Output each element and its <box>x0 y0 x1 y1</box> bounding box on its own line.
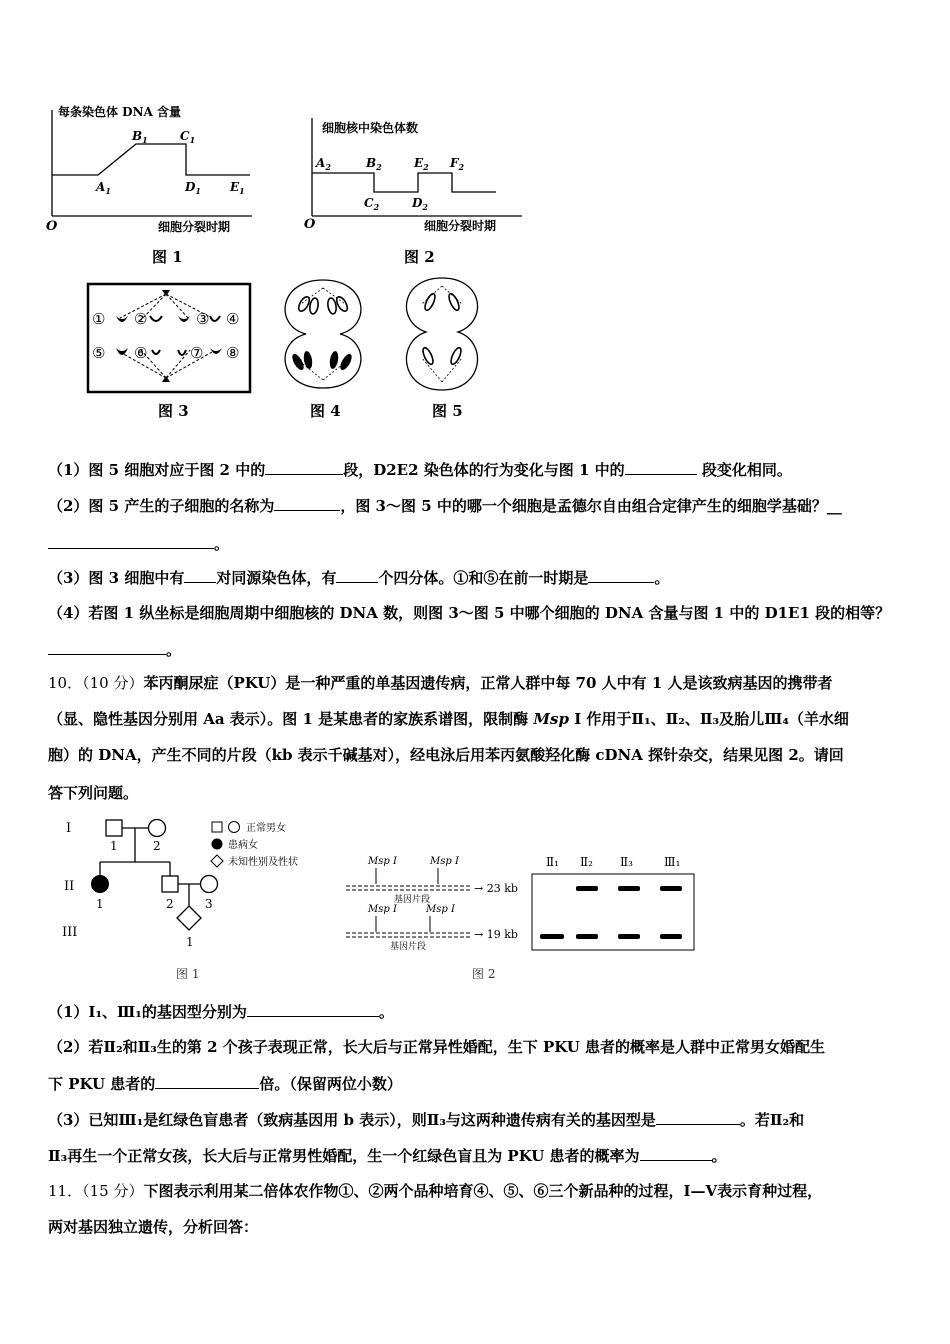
svg-text:Ⅲ₁: Ⅲ₁ <box>664 855 681 869</box>
gel-electrophoresis-chart <box>346 852 698 984</box>
svg-text:D1: $D_1$ <box>185 180 201 196</box>
svg-text:→ 19 kb: → 19 kb <box>474 928 518 941</box>
figure-4-caption: 图 4 <box>310 402 341 420</box>
svg-text:E1: $E_1$ <box>230 180 245 196</box>
figure-4-cell <box>268 276 378 392</box>
blank[interactable] <box>247 1000 379 1017</box>
svg-text:1: 1 <box>110 839 118 853</box>
svg-text:⑧: ⑧ <box>226 344 240 362</box>
svg-text:2: 2 <box>166 897 174 911</box>
blank[interactable] <box>625 458 697 475</box>
svg-text:A2: $A_2$ <box>316 156 331 172</box>
fig2-ylabel: 细胞核中染色体数 <box>322 121 419 135</box>
svg-text:III: III <box>62 925 78 940</box>
svg-text:图 2: 图 2 <box>472 967 496 981</box>
q9-part4: （4）若图 1 纵坐标是细胞周期中细胞核的 DNA 数，则图 3～图 5 中哪个细胞的 DNA 含量与图 1 中的 D1E1 段的相等？ <box>48 604 891 622</box>
svg-text:F2: $F_2$ <box>450 156 465 172</box>
fig1-xlabel: 细胞分裂时期 <box>158 220 231 234</box>
blank[interactable] <box>640 1144 712 1161</box>
blank[interactable] <box>588 566 654 583</box>
q10-line1: 10．（10 分）苯丙酮尿症（PKU）是一种严重的单基因遗传病，正常人群中每 70 人中有 1 人是该致病基因的携带者 <box>48 674 833 692</box>
q9-part2: （2）图 5 产生的子细胞的名称为 ，图 3～图 5 中的哪一个细胞是孟德尔自由组合定律产生的细胞学基础？__ <box>48 494 910 517</box>
figure-5-cell <box>392 274 492 394</box>
q10-score: （10 分） <box>82 674 144 692</box>
svg-text:B1: $B_1$ <box>132 129 148 145</box>
svg-text:C2: $C_2$ <box>364 196 380 212</box>
svg-text:D2: $D_2$ <box>412 196 428 212</box>
blank[interactable] <box>265 458 343 475</box>
q11-score: （15 分） <box>82 1182 144 1200</box>
svg-text:基因片段: 基因片段 <box>390 942 427 952</box>
svg-text:C1: $C_1$ <box>180 129 196 145</box>
svg-text:2: 2 <box>153 839 161 853</box>
svg-text:I: I <box>66 821 72 836</box>
svg-text:→ 23 kb: → 23 kb <box>474 882 518 895</box>
fig1-ylabel: 每条染色体 DNA 含量 <box>58 105 182 119</box>
svg-text:A1: $A_1$ <box>96 180 111 196</box>
fig2-xlabel: 细胞分裂时期 <box>424 219 497 233</box>
q10-line4: 答下列问题。 <box>48 784 139 802</box>
figure-5-caption: 图 5 <box>432 402 463 420</box>
q11-number: 11． <box>48 1182 83 1200</box>
q11-line1: 11．（15 分）下图表示利用某二倍体农作物①、②两个品种培育④、⑤、⑥三个新品种的过程，Ⅰ—Ⅴ表示育种过程， <box>48 1182 823 1200</box>
q10-part2: （2）若Ⅱ₂和Ⅱ₃生的第 2 个孩子表现正常，长大后与正常异性婚配，生下 PKU 患者的概率是人群中正常男女婚配生 <box>48 1038 826 1056</box>
q9-part1: （1）图 5 细胞对应于图 2 中的 段，D2E2 染色体的行为变化与图 1 中的 段变化相同。 <box>48 458 910 481</box>
svg-text:①: ① <box>92 310 106 328</box>
svg-text:②: ② <box>134 310 148 328</box>
svg-text:患病女: 患病女 <box>228 840 258 851</box>
q10-line3: 胞）的 DNA，产生不同的片段（kb 表示千碱基对），经电泳后用苯丙氨酸羟化酶 cDNA 探针杂交，结果见图 2。请回 <box>48 746 844 764</box>
q10-part3-cont: Ⅱ₃再生一个正常女孩，长大后与正常男性婚配，生一个红绿色盲且为 PKU 患者的概率为 。 <box>48 1144 910 1167</box>
svg-text:③: ③ <box>196 310 210 328</box>
q9-part4-cont: 。 <box>48 638 910 661</box>
fig2-origin: O <box>304 217 316 232</box>
blank[interactable] <box>184 566 216 583</box>
svg-text:基因片段: 基因片段 <box>394 895 431 905</box>
figure-2-graph <box>300 112 540 242</box>
svg-text:Msp I: Msp I <box>426 904 455 915</box>
svg-text:II: II <box>64 879 75 894</box>
q11-line2: 两对基因独立遗传，分析回答： <box>48 1218 259 1236</box>
svg-text:⑤: ⑤ <box>92 344 106 362</box>
svg-text:④: ④ <box>226 310 240 328</box>
fig1-origin: O <box>46 219 58 234</box>
svg-text:E2: $E_2$ <box>414 156 429 172</box>
figure-3-caption: 图 3 <box>158 402 189 420</box>
svg-text:图 1: 图 1 <box>176 967 200 981</box>
svg-text:未知性别及性状: 未知性别及性状 <box>228 857 298 868</box>
q10-line2: （显、隐性基因分别用 Aa 表示）。图 1 是某患者的家族系谱图，限制酶 Msp I 作用于Ⅱ₁、Ⅱ₂、Ⅱ₃及胎儿Ⅲ₄（羊水细 <box>48 710 849 728</box>
svg-text:⑥: ⑥ <box>134 344 148 362</box>
svg-text:正常男女: 正常男女 <box>246 823 286 834</box>
figure-3-cell <box>86 282 252 394</box>
q9-part2-cont: 。 <box>48 532 910 555</box>
svg-text:1: 1 <box>186 935 194 949</box>
svg-text:Ⅱ₁: Ⅱ₁ <box>546 855 559 869</box>
svg-text:⑦: ⑦ <box>190 344 204 362</box>
blank[interactable] <box>336 566 378 583</box>
q10-part2-cont: 下 PKU 患者的 倍。（保留两位小数） <box>48 1072 910 1095</box>
figure-1-caption: 图 1 <box>152 248 183 266</box>
q9-part3: （3）图 3 细胞中有 对同源染色体，有 个四分体。①和⑤在前一时期是 。 <box>48 566 910 589</box>
blank[interactable] <box>274 494 340 511</box>
blank[interactable] <box>48 532 214 549</box>
q10-number: 10． <box>48 674 83 692</box>
svg-text:Ⅱ₂: Ⅱ₂ <box>580 855 593 869</box>
svg-text:Ⅱ₃: Ⅱ₃ <box>620 855 633 869</box>
q10-part1: （1）I₁、Ⅲ₁的基因型分别为 。 <box>48 1000 910 1023</box>
blank[interactable] <box>155 1072 259 1089</box>
svg-text:Msp I: Msp I <box>368 856 397 867</box>
figure-1-graph <box>40 98 270 238</box>
pedigree-chart <box>58 814 308 984</box>
q10-part3: （3）已知Ⅲ₁是红绿色盲患者（致病基因用 b 表示），则Ⅱ₃与这两种遗传病有关的基因型是 。若Ⅱ₂和 <box>48 1108 910 1131</box>
svg-text:3: 3 <box>205 897 213 911</box>
figure-2-caption: 图 2 <box>404 248 435 266</box>
svg-text:Msp I: Msp I <box>368 904 397 915</box>
svg-text:1: 1 <box>96 897 104 911</box>
svg-text:B2: $B_2$ <box>366 156 382 172</box>
blank[interactable] <box>48 638 166 655</box>
svg-text:Msp I: Msp I <box>430 856 459 867</box>
blank[interactable] <box>656 1108 740 1125</box>
